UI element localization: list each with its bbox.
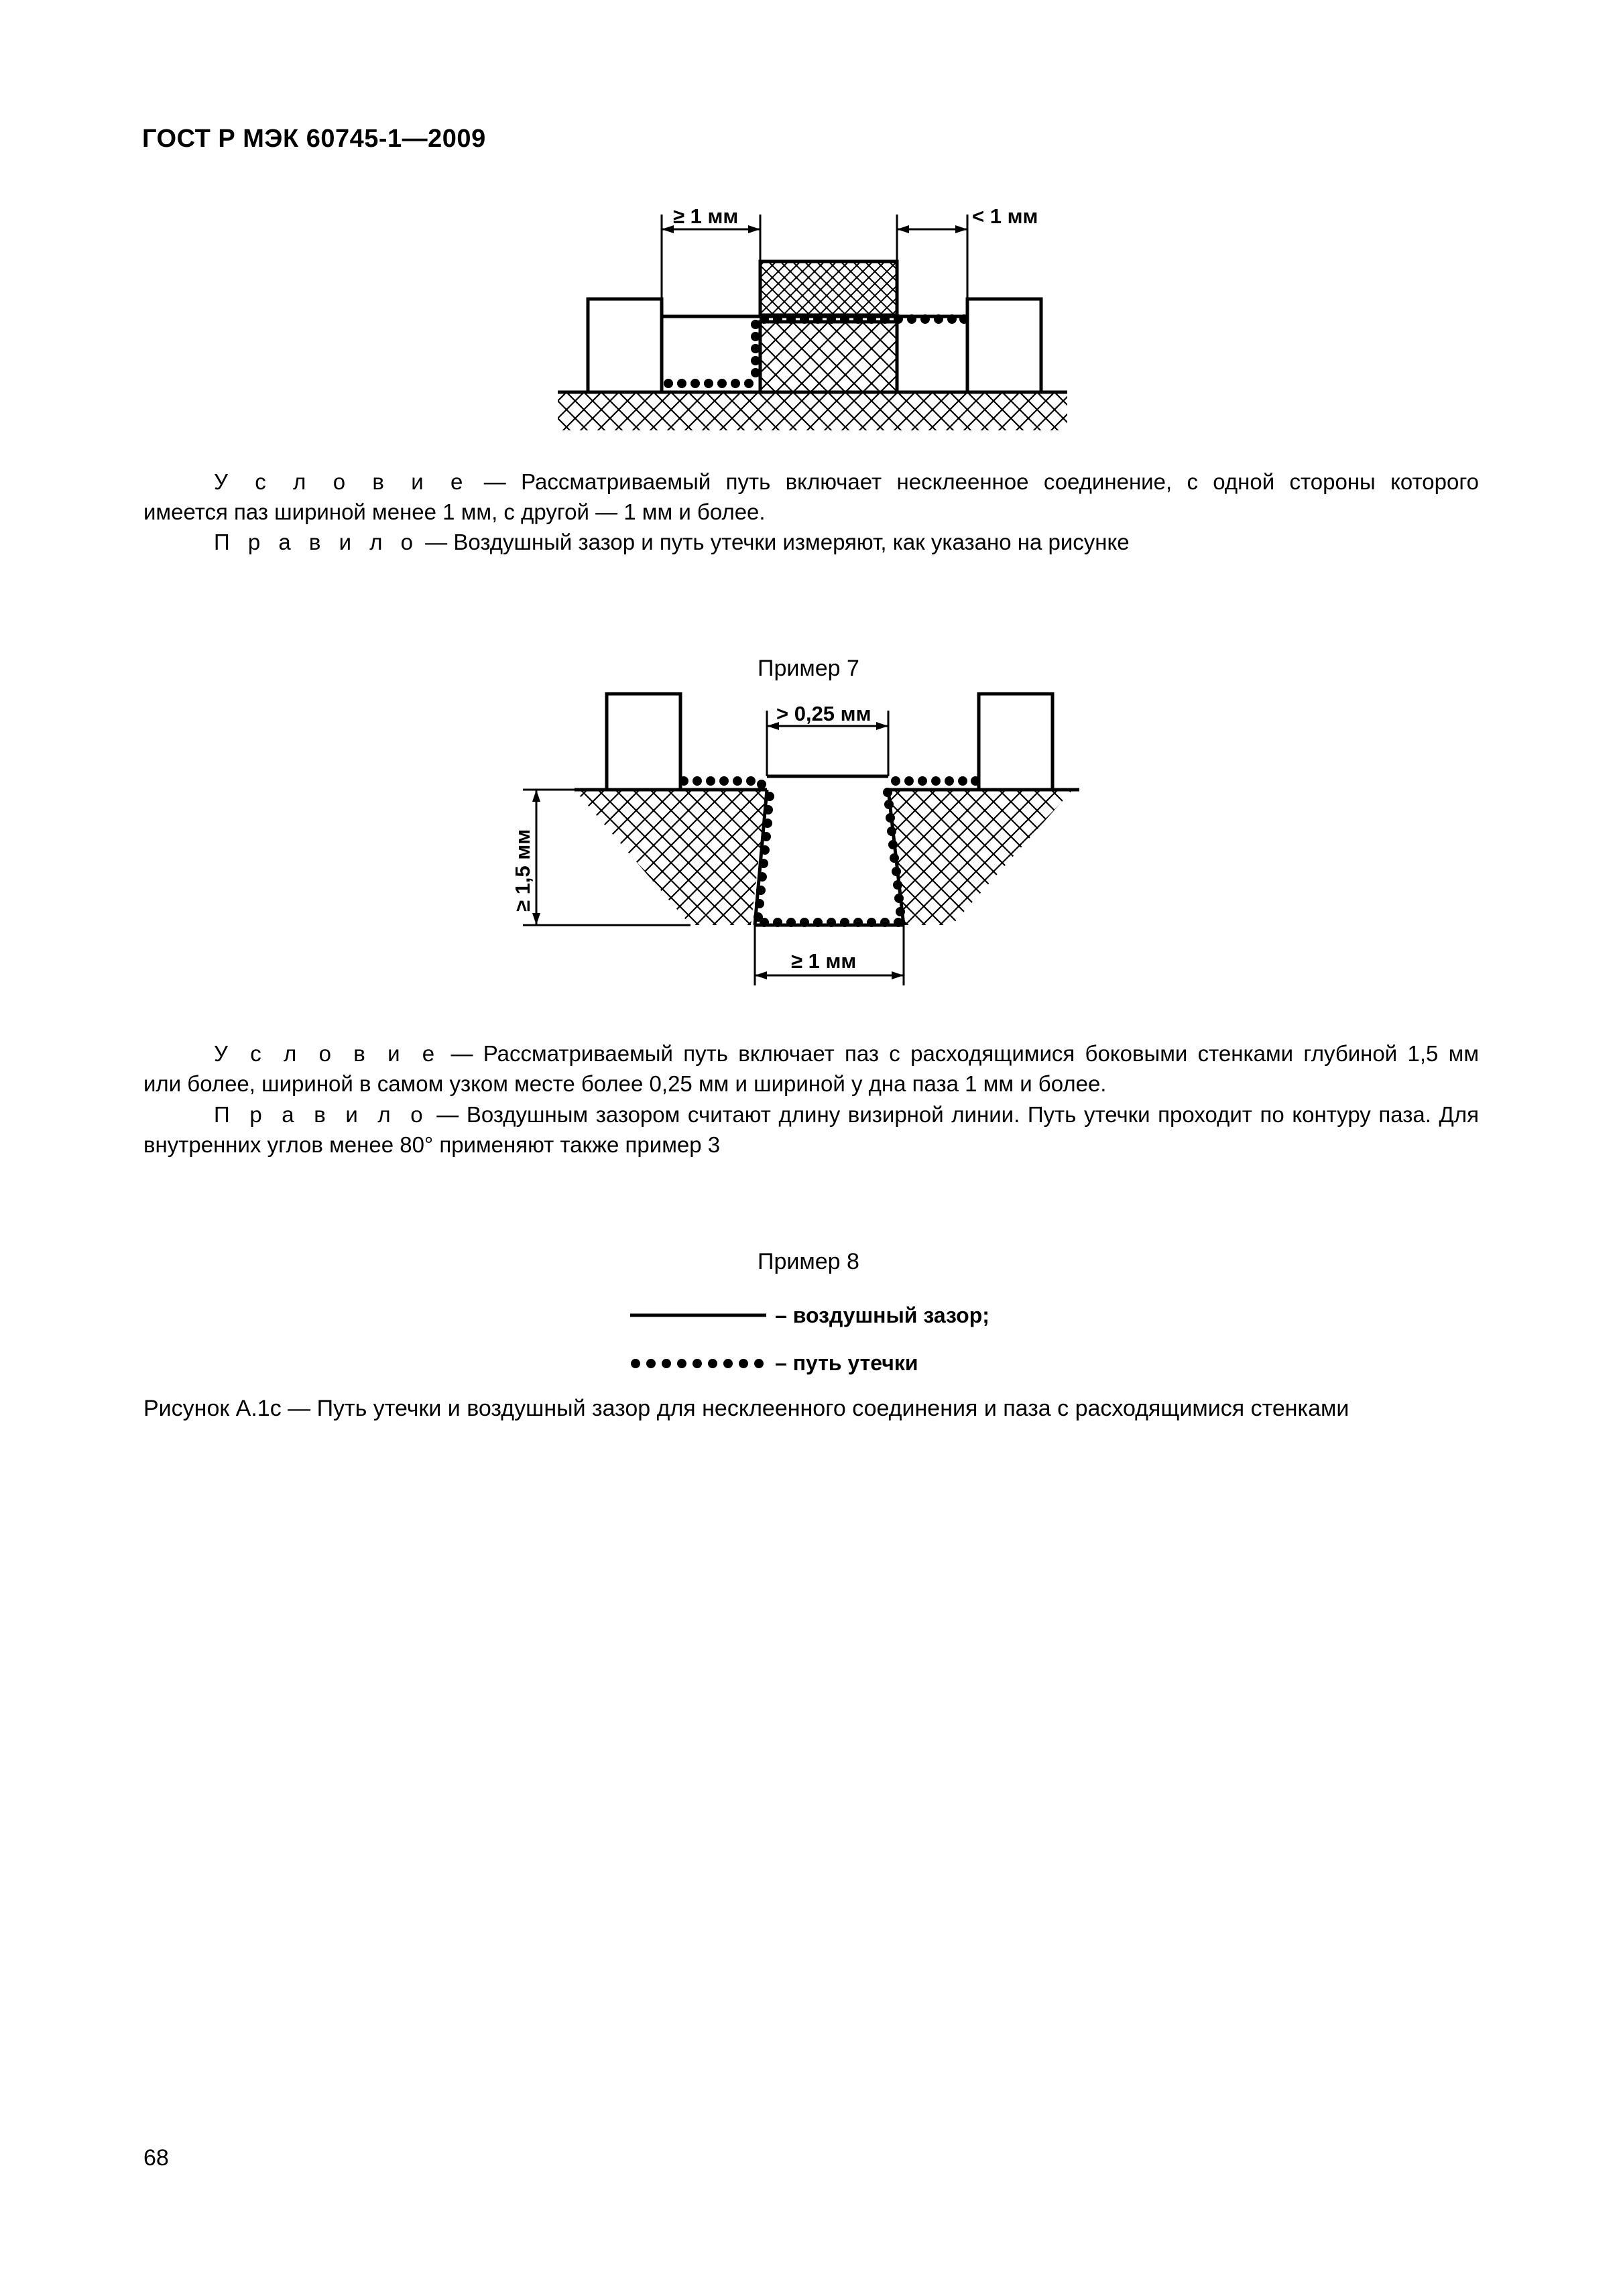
condition-1-line2: имеется паз шириной менее 1 мм, с другой — 1 мм и более.: [143, 499, 766, 524]
dim-label-right: < 1 мм: [972, 204, 1038, 228]
page-number: 68: [143, 2145, 169, 2171]
figure-caption: Рисунок А.1с — Путь утечки и воздушный зазор для несклеенного соединения и паза с расходящимися стенками: [143, 1396, 1349, 1421]
condition-2-line2: или более, шириной в самом узком месте более 0,25 мм и шириной у дна паза 1 мм и более.: [143, 1071, 1107, 1096]
condition-label: У с л о в и е: [214, 469, 469, 494]
dim-label-top: > 0,25 мм: [776, 702, 871, 725]
example-7-title: Пример 7: [758, 656, 859, 681]
example-8-title: Пример 8: [758, 1249, 859, 1274]
condition-1-line1: У с л о в и е — Рассматриваемый путь включает несклеенное соединение, с одной стороны которого: [214, 469, 1479, 494]
dim-label-left: ≥ 1 мм: [673, 204, 739, 228]
legend-creepage-label: – путь утечки: [775, 1351, 918, 1375]
rule-2-line1: П р а в и л о — Воздушным зазором считают длину визирной линии. Путь утечки проходит по контуру паза. Для: [214, 1102, 1479, 1127]
condition-2-line1: У с л о в и е — Рассматриваемый путь включает паз с расходящимися боковыми стенками глубиной 1,5 мм: [214, 1041, 1480, 1066]
rule-label: П р а в и л о: [214, 530, 420, 554]
legend-dotted-line: [631, 1359, 764, 1368]
legend-air-gap-label: – воздушный зазор;: [775, 1303, 989, 1327]
dim-label-depth: ≥ 1,5 мм: [511, 829, 534, 912]
rule-1: П р а в и л о — Воздушный зазор и путь утечки измеряют, как указано на рисунке: [214, 530, 1130, 554]
dim-label-bottom: ≥ 1 мм: [791, 949, 857, 973]
rule-2-line2: внутренних углов менее 80° применяют также пример 3: [143, 1132, 721, 1157]
rule-label-2: П р а в и л о: [214, 1102, 429, 1127]
condition-label-2: У с л о в и е: [214, 1041, 441, 1066]
document-header: ГОСТ Р МЭК 60745-1—2009: [142, 125, 486, 153]
